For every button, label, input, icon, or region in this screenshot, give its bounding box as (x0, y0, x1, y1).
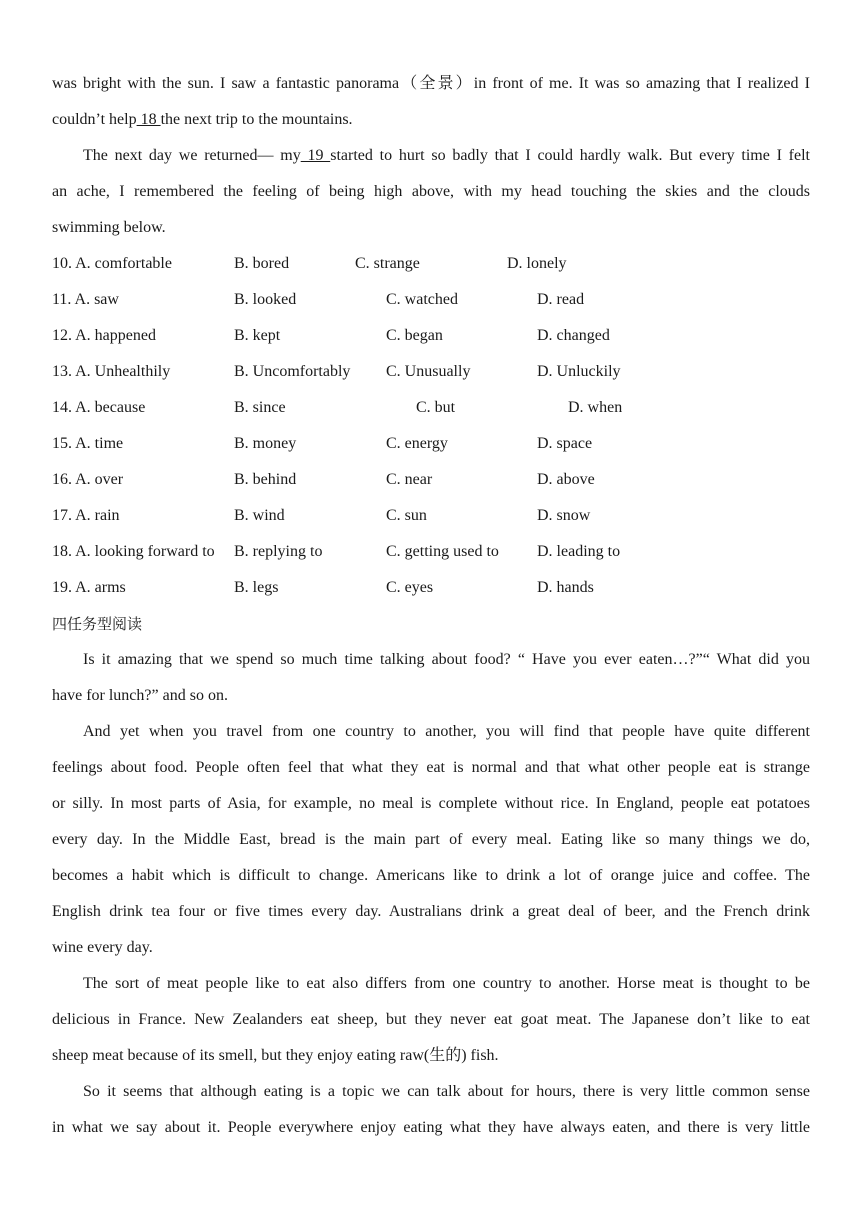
option-b: B. Uncomfortably (234, 363, 351, 380)
question-row (52, 246, 810, 282)
option-b: B. kept (234, 327, 281, 344)
option-c: C. Unusually (386, 363, 471, 380)
option-b: B. money (234, 435, 297, 452)
option-d: D. when (568, 399, 623, 416)
option-d: D. snow (537, 507, 591, 524)
text-line: or silly. In most parts of Asia, for example, no meal is complete without rice. In England, people eat potatoes (52, 795, 810, 812)
text-line (52, 102, 810, 138)
section-heading: 四任务型阅读 (52, 615, 143, 633)
question-row (52, 570, 810, 606)
option-c: C. began (386, 327, 443, 344)
option-d: D. read (537, 291, 585, 308)
option-c: C. eyes (386, 579, 434, 596)
text-line: becomes a habit which is difficult to change. Americans like to drink a lot of orange juice and coffee. The (52, 867, 810, 884)
text-segment: started to hurt so badly that I could hardly walk. But every time I felt (330, 147, 811, 164)
option-b: B. since (234, 399, 286, 416)
option-a: 12. A. happened (52, 327, 156, 344)
option-d: D. hands (537, 579, 594, 596)
option-b: B. wind (234, 507, 285, 524)
question-row (52, 426, 810, 462)
option-d: D. changed (537, 327, 610, 344)
option-d: D. above (537, 471, 595, 488)
text-segment: The next day we returned— my (83, 147, 301, 164)
option-d: D. lonely (507, 255, 567, 272)
text-line: delicious in France. New Zealanders eat sheep, but they never eat goat meat. The Japanese don’t like to eat (52, 1011, 810, 1028)
question-row (52, 462, 810, 498)
text-line: every day. In the Middle East, bread is the main part of every meal. Eating like so many things we do, (52, 831, 810, 848)
option-c: C. near (386, 471, 433, 488)
option-b: B. replying to (234, 543, 323, 560)
text-line (52, 138, 810, 174)
document-page (52, 66, 810, 1146)
option-a: 19. A. arms (52, 579, 126, 596)
option-d: D. Unluckily (537, 363, 621, 380)
question-row (52, 534, 810, 570)
text-line: was bright with the sun. I saw a fantastic panorama（全景）in front of me. It was so amazing that I realized I (52, 75, 810, 92)
text-line: an ache, I remembered the feeling of being high above, with my head touching the skies and the clouds (52, 183, 810, 200)
option-a: 17. A. rain (52, 507, 120, 524)
option-a: 13. A. Unhealthily (52, 363, 171, 380)
question-row (52, 282, 810, 318)
option-d: D. space (537, 435, 593, 452)
text-line: feelings about food. People often feel that what they eat is normal and that what other people eat is strange (52, 759, 810, 776)
option-c: C. getting used to (386, 543, 499, 560)
option-c: C. sun (386, 507, 427, 524)
option-b: B. legs (234, 579, 279, 596)
text-segment: couldn’t help (52, 111, 137, 128)
text-line: sheep meat because of its smell, but they enjoy eating raw(生的) fish. (52, 1047, 499, 1064)
option-c: C. but (416, 399, 456, 416)
text-line: in what we say about it. People everywhere enjoy eating what they have always eaten, and there is very little (52, 1119, 810, 1136)
text-line: Is it amazing that we spend so much time talking about food? “ Have you ever eaten…?”“ What did you (83, 651, 810, 668)
question-row (52, 318, 810, 354)
option-c: C. strange (355, 255, 420, 272)
option-a: 16. A. over (52, 471, 124, 488)
blank-19: 19 (300, 147, 331, 164)
blank-18: 18 (136, 111, 161, 128)
option-c: C. watched (386, 291, 458, 308)
option-c: C. energy (386, 435, 448, 452)
text-line: wine every day. (52, 939, 153, 956)
option-a: 11. A. saw (52, 291, 119, 308)
option-a: 15. A. time (52, 435, 124, 452)
option-a: 10. A. comfortable (52, 255, 172, 272)
question-row (52, 390, 810, 426)
question-row (52, 498, 810, 534)
question-row (52, 354, 810, 390)
text-line: So it seems that although eating is a topic we can talk about for hours, there is very little common sense (83, 1083, 810, 1100)
option-b: B. behind (234, 471, 297, 488)
text-line: have for lunch?” and so on. (52, 687, 228, 704)
text-line: And yet when you travel from one country to another, you will find that people have quite different (83, 723, 810, 740)
option-b: B. looked (234, 291, 297, 308)
option-a: 18. A. looking forward to (52, 543, 215, 560)
option-a: 14. A. because (52, 399, 146, 416)
option-d: D. leading to (537, 543, 621, 560)
option-b: B. bored (234, 255, 290, 272)
text-line: English drink tea four or five times every day. Australians drink a great deal of beer, and the French drink (52, 903, 810, 920)
text-segment: the next trip to the mountains. (160, 111, 353, 128)
text-line: The sort of meat people like to eat also differs from one country to another. Horse meat is thought to be (83, 975, 810, 992)
text-line: swimming below. (52, 219, 166, 236)
